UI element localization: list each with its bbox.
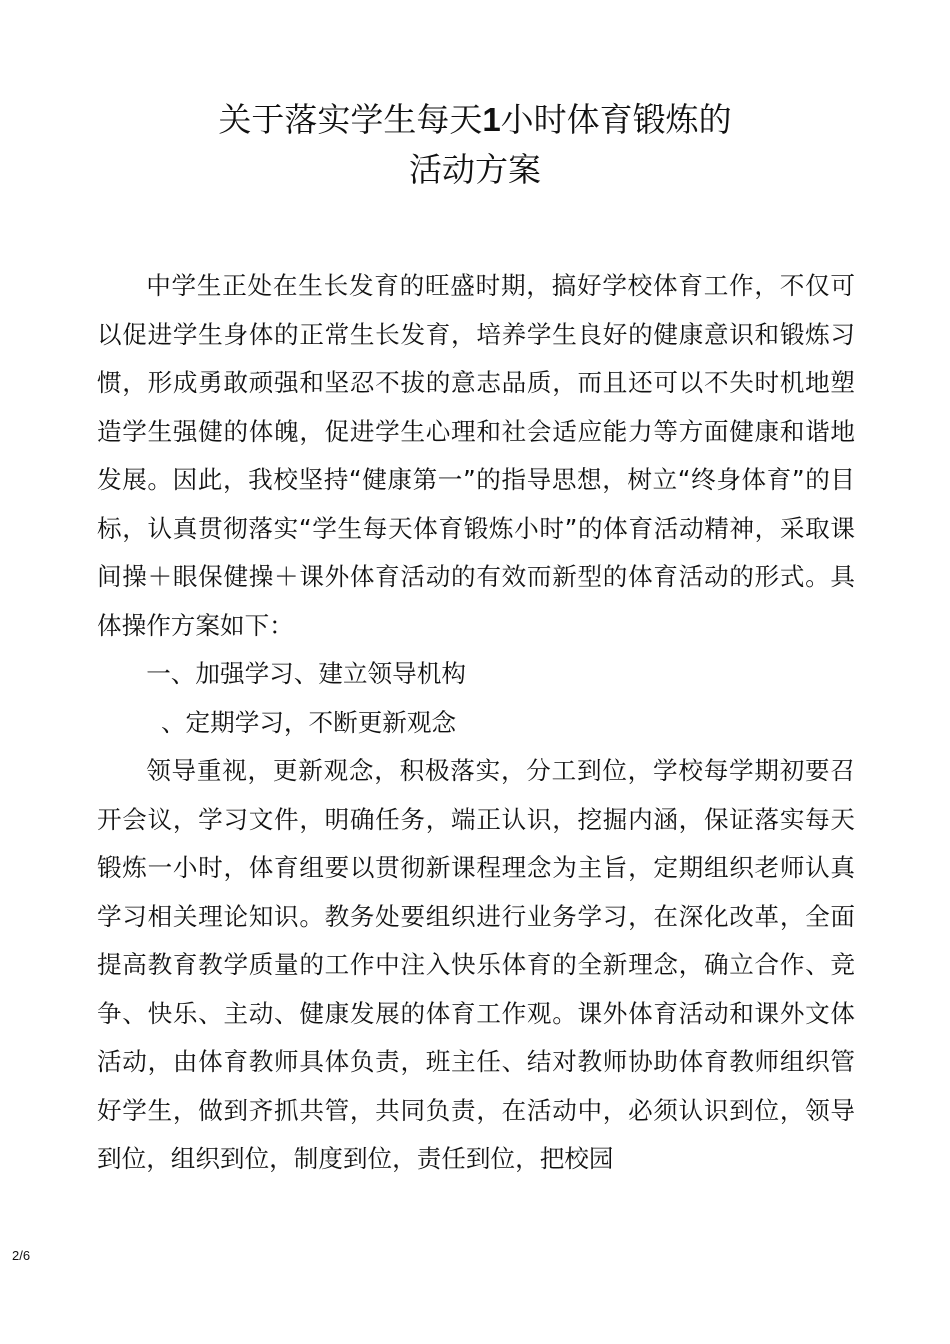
document-title-line-1 xyxy=(0,100,950,140)
intro-paragraph: 中学生正处在生长发育的旺盛时期，搞好学校体育工作，不仅可以促进学生身体的正常生长发育，培养学生良好的健康意识和锻炼习惯，形成勇敢顽强和坚忍不拔的意志品质，而且还可以不失时机地塑造学生强健的体魄，促进学生心理和社会适应能力等方面健康和谐地发展。因此，我校坚持“健康第一”的指导思想，树立“终身体育”的目标，认真贯彻落实“学生每天体育锻炼小时”的体育活动精神，采取课间操＋眼保健操＋课外体育活动的有效而新型的体育活动的形式。具体操作方案如下： xyxy=(97,271,855,640)
title-text-part-1: 关于落实学生每天 xyxy=(218,100,483,139)
body-paragraph: 领导重视，更新观念，积极落实，分工到位，学校每学期初要召开会议，学习文件，明确任务，端正认识，挖掘内涵，保证落实每天锻炼一小时，体育组要以贯彻新课程理念为主旨，定期组织老师认真学习相关理论知识。教务处要组织进行业务学习，在深化改革，全面提高教育教学质量的工作中注入快乐体育的全新理念，确立合作、竞争、快乐、主动、健康发展的体育工作观。课外体育活动和课外文体活动，由体育教师具体负责，班主任、结对教师协助体育教师组织管好学生，做到齐抓共管，共同负责，在活动中，必须认识到位，领导到位，组织到位，制度到位，责任到位，把校园 xyxy=(97,756,855,1173)
subsection-heading: 、定期学习，不断更新观念 xyxy=(160,707,457,737)
document-title-line-2: 活动方案 xyxy=(409,150,541,189)
section-heading: 一、加强学习、建立领导机构 xyxy=(146,659,466,688)
document-body xyxy=(97,262,855,1184)
page-number: 2/6 xyxy=(12,1248,31,1263)
title-number: 1 xyxy=(482,101,501,138)
title-text-part-2: 小时体育锻炼的 xyxy=(500,100,732,139)
